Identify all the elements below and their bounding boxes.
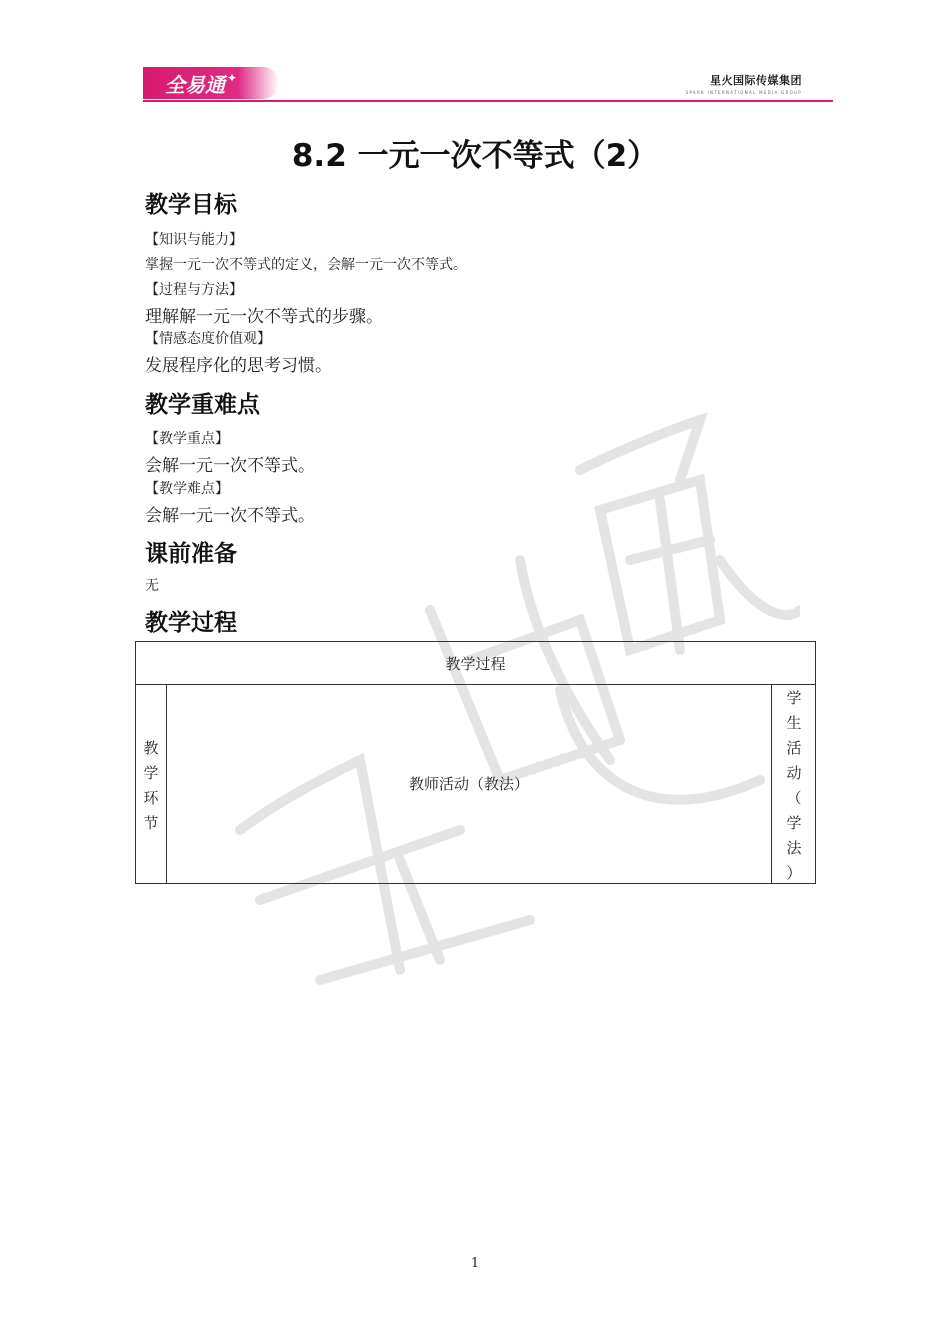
tag-emotion: 【情感态度价值观】 [145, 331, 271, 347]
stage-char: 环 [143, 789, 159, 807]
page-number: 1 [470, 1256, 480, 1271]
tag-difficulty: 【教学难点】 [145, 481, 229, 497]
stage-char: 节 [143, 814, 159, 832]
tag-knowledge: 【知识与能力】 [145, 232, 243, 248]
document-title: 8.2 一元一次不等式（2） [291, 138, 659, 174]
heading-key-points: 教学重难点 [145, 392, 260, 418]
table-header: 教学过程 [136, 642, 815, 685]
company-name-en: SPARK INTERNATIONAL MEDIA GROUP [685, 90, 802, 95]
brand-logo [143, 67, 279, 99]
student-char: 活 [786, 739, 802, 757]
heading-objectives: 教学目标 [145, 192, 237, 218]
header-divider [143, 100, 833, 102]
stage-char: 学 [143, 764, 159, 782]
teacher-activity-cell: 教师活动（教法） [408, 775, 529, 793]
student-char: 学 [786, 689, 802, 707]
text-emotion: 发展程序化的思考习惯。 [145, 356, 332, 376]
star-icon: ✦ [227, 71, 238, 85]
text-focus: 会解一元一次不等式。 [145, 456, 315, 476]
student-char: 生 [786, 714, 802, 732]
text-process: 理解解一元一次不等式的步骤。 [145, 307, 383, 327]
student-char: 法 [786, 839, 802, 857]
brand-logo-text: 全易通 [165, 72, 225, 97]
text-difficulty: 会解一元一次不等式。 [145, 506, 315, 526]
company-name-cn: 星火国际传媒集团 [710, 74, 802, 87]
student-char: ） [786, 864, 802, 882]
tag-focus: 【教学重点】 [145, 431, 229, 447]
heading-preparation: 课前准备 [145, 541, 237, 567]
stage-column [136, 684, 167, 883]
company-logo [686, 72, 802, 95]
heading-process: 教学过程 [145, 610, 237, 636]
stage-char: 教 [143, 739, 159, 757]
tag-process: 【过程与方法】 [145, 282, 243, 298]
text-knowledge: 掌握一元一次不等式的定义，会解一元一次不等式。 [145, 257, 467, 273]
process-table [135, 641, 816, 884]
student-column [771, 684, 816, 883]
text-preparation: 无 [145, 578, 159, 594]
student-char: 动 [786, 764, 802, 782]
student-char: （ [786, 789, 802, 807]
student-char: 学 [786, 814, 802, 832]
